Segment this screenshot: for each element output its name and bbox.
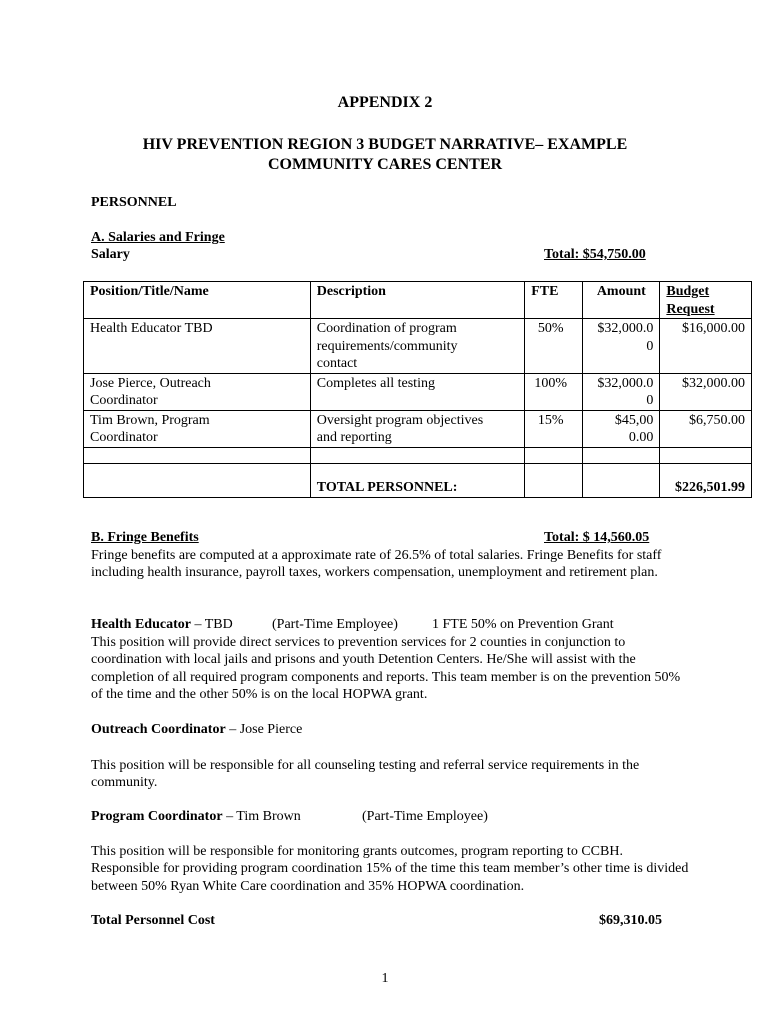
table-row-empty [84, 447, 752, 463]
empty-cell [84, 447, 311, 463]
program-coordinator-status: (Part-Time Employee) [362, 809, 488, 824]
cell-description: Oversight program objectives and reporting [310, 410, 524, 447]
outreach-coordinator-title: Outreach Coordinator [91, 722, 226, 737]
cell-description: Completes all testing [310, 373, 524, 410]
cell-budget-request: $6,750.00 [660, 410, 752, 447]
table-row [84, 410, 752, 447]
header-fte: FTE [525, 282, 583, 319]
fringe-benefits-text: Fringe benefits are computed at a approximate rate of 26.5% of total salaries. Fringe Benefits for staff including health insurance, payroll taxes, workers compensation, unemployment and retirement plan. [91, 548, 662, 581]
cell-fte: 50% [525, 319, 583, 374]
program-coordinator-name: – Tim Brown [222, 809, 301, 824]
empty-cell [310, 447, 524, 463]
document-title-line1: HIV PREVENTION REGION 3 BUDGET NARRATIVE– EXAMPLE [142, 136, 628, 153]
fringe-benefits-total: Total: $ 14,560.05 [544, 530, 650, 545]
table-row [84, 319, 752, 374]
total-personnel-value: $226,501.99 [660, 463, 752, 497]
health-educator-title: Health Educator [91, 617, 191, 632]
cell-fte: 15% [525, 410, 583, 447]
cell-fte: 100% [525, 373, 583, 410]
empty-cell [660, 447, 752, 463]
program-coordinator-text: This position will be responsible for monitoring grants outcomes, program reporting to CCBH. Responsible for providing program coordination 15% of the time this team member’s other time is divided between 50% Ryan White Care coordination and 35% HOPWA coordination. [91, 844, 689, 894]
personnel-heading: PERSONNEL [91, 195, 177, 210]
health-educator-text: This position will provide direct services to prevention services for 2 counties in conjunction to coordination with local jails and prisons and youth Detention Centers. He/She will assist with the completion of all required program components and reports. This team member is on the prevention 50% of the time and the other 50% is on the local HOPWA grant. [91, 635, 681, 702]
health-educator-name: – TBD [190, 617, 233, 632]
salary-total: Total: $54,750.00 [544, 247, 646, 262]
cell-position: Jose Pierce, Outreach Coordinator [84, 373, 311, 410]
cell-budget-request: $32,000.00 [660, 373, 752, 410]
cell-position: Tim Brown, Program Coordinator [84, 410, 311, 447]
document-title-line2: COMMUNITY CARES CENTER [267, 156, 503, 173]
header-description: Description [310, 282, 524, 319]
table-row [84, 373, 752, 410]
cell-amount: $32,000.0 0 [583, 319, 660, 374]
appendix-heading: APPENDIX 2 [337, 94, 433, 111]
table-total-row [84, 463, 752, 497]
personnel-budget-table [83, 281, 752, 498]
header-budget-request: Budget Request [660, 282, 752, 319]
outreach-coordinator-text: This position will be responsible for all counseling testing and referral service requirements in the community. [91, 758, 640, 791]
header-amount: Amount [583, 282, 660, 319]
empty-cell [84, 463, 311, 497]
total-personnel-cost-value: $69,310.05 [599, 913, 662, 928]
health-educator-line [91, 617, 614, 633]
cell-amount: $32,000.0 0 [583, 373, 660, 410]
fringe-benefits-heading: B. Fringe Benefits [91, 530, 199, 545]
cell-budget-request: $16,000.00 [660, 319, 752, 374]
empty-cell [583, 447, 660, 463]
empty-cell [525, 447, 583, 463]
empty-cell [525, 463, 583, 497]
cell-amount: $45,00 0.00 [583, 410, 660, 447]
header-position: Position/Title/Name [84, 282, 311, 319]
total-personnel-cost-label: Total Personnel Cost [91, 913, 215, 928]
program-coordinator-line [91, 809, 488, 825]
salary-label: Salary [91, 247, 130, 262]
total-personnel-label: TOTAL PERSONNEL: [310, 463, 524, 497]
health-educator-status: (Part-Time Employee) [272, 617, 398, 632]
salaries-fringe-heading: A. Salaries and Fringe [91, 230, 225, 245]
outreach-coordinator-line [91, 722, 302, 738]
outreach-coordinator-name: – Jose Pierce [225, 722, 303, 737]
page-number: 1 [381, 971, 389, 986]
cell-position: Health Educator TBD [84, 319, 311, 374]
cell-description: Coordination of program requirements/community contact [310, 319, 524, 374]
table-header-row [84, 282, 752, 319]
program-coordinator-title: Program Coordinator [91, 809, 223, 824]
empty-cell [583, 463, 660, 497]
health-educator-fte-note: 1 FTE 50% on Prevention Grant [432, 617, 614, 632]
